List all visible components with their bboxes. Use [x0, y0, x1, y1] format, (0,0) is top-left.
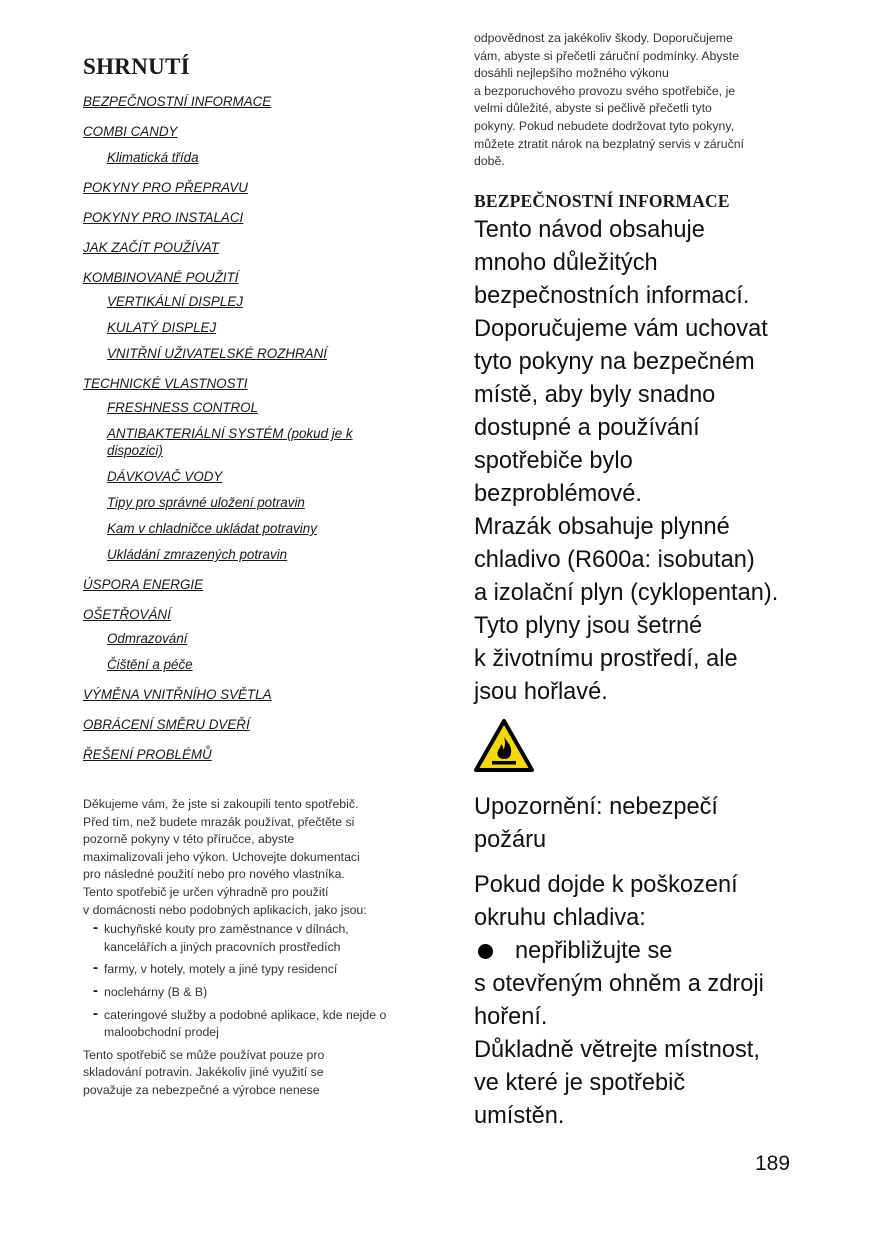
after-bullet-line: umístěn. [474, 1102, 565, 1129]
list-item: - farmy, v hotely, motely a jiné typy residencí [83, 961, 403, 979]
toc-link[interactable]: POKYNY PRO INSTALACI [83, 210, 244, 225]
damage-instructions [474, 869, 834, 1133]
after-bullet-line: hoření. [474, 1003, 548, 1030]
toc-link[interactable]: ŘEŠENÍ PROBLÉMŮ [83, 747, 212, 762]
warning-line: požáru [474, 826, 547, 853]
fire-warning [474, 791, 834, 857]
toc-link[interactable]: ANTIBAKTERIÁLNÍ SYSTÉM (pokud je k dispozici) [107, 426, 353, 458]
toc-link[interactable]: VERTIKÁLNÍ DISPLEJ [107, 294, 243, 309]
intro-line: Děkujeme vám, že jste si zakoupili tento spotřebič. [83, 797, 359, 811]
continuation-line: můžete ztratit nárok na bezplatný servis v záruční [474, 136, 744, 151]
after-bullet-line: Důkladně větrejte místnost, [474, 1036, 760, 1063]
uses-list [83, 921, 403, 1042]
left-column [83, 40, 403, 1100]
safety-text [474, 214, 834, 709]
toc-link[interactable]: BEZPEČNOSTNÍ INFORMACE [83, 94, 272, 109]
bullet-icon [478, 944, 493, 959]
safety-line: jsou hořlavé. [474, 678, 608, 705]
toc-link[interactable]: OŠETŘOVÁNÍ [83, 607, 171, 622]
continuation-line: a bezporuchového provozu svého spotřebiče, je [474, 83, 736, 98]
continuation-text [474, 30, 834, 171]
continuation-line: odpovědnost za jakékoliv škody. Doporučujeme [474, 31, 733, 45]
safety-line: místě, aby byly snadno [474, 381, 716, 408]
toc-link[interactable]: Ukládání zmrazených potravin [107, 547, 288, 562]
bullet-item [474, 935, 834, 968]
intro-line: pro následné použití nebo pro nového vlastníka. [83, 867, 345, 882]
toc-link[interactable]: KULATÝ DISPLEJ [107, 320, 217, 335]
toc-link[interactable]: DÁVKOVAČ VODY [107, 469, 223, 484]
toc-link[interactable]: KOMBINOVANÉ POUŽITÍ [83, 270, 239, 285]
damage-line: okruhu chladiva: [474, 904, 646, 931]
continuation-line: době. [474, 154, 505, 169]
intro-line: Před tím, než budete mrazák používat, přečtěte si [83, 814, 355, 829]
toc-title: SHRNUTÍ [83, 54, 190, 79]
closing-line: považuje za nebezpečné a výrobce nenese [83, 1082, 320, 1097]
toc-link[interactable]: Kam v chladničce ukládat potraviny [107, 521, 317, 536]
safety-line: tyto pokyny na bezpečném [474, 348, 755, 375]
continuation-line: vám, abyste si přečetli záruční podmínky. Abyste [474, 48, 739, 63]
after-bullet-line: s otevřeným ohněm a zdroji [474, 970, 764, 997]
continuation-line: velmi důležité, abyste si pečlivě přečetli tyto [474, 101, 712, 116]
continuation-line: dosáhli nejlepšího možného výkonu [474, 66, 669, 81]
toc-link[interactable]: FRESHNESS CONTROL [107, 400, 259, 415]
damage-line: Pokud dojde k poškození [474, 871, 738, 898]
intro-text [83, 796, 403, 1100]
safety-line: Tento návod obsahuje [474, 216, 705, 243]
bullet-text: nepřibližujte se [515, 937, 673, 964]
toc-link[interactable]: Tipy pro správné uložení potravin [107, 495, 305, 510]
flammable-warning-icon [474, 719, 534, 773]
safety-heading: BEZPEČNOSTNÍ INFORMACE [474, 190, 730, 211]
table-of-contents [83, 93, 403, 763]
intro-line: Tento spotřebič je určen výhradně pro použití [83, 884, 329, 899]
safety-line: Doporučujeme vám uchovat [474, 315, 768, 342]
safety-line: bezpečnostních informací. [474, 282, 750, 309]
safety-line: spotřebiče bylo [474, 447, 633, 474]
toc-link[interactable]: VNITŘNÍ UŽIVATELSKÉ ROZHRANÍ [107, 346, 327, 361]
warning-line: Upozornění: nebezpečí [474, 793, 718, 820]
intro-line: pozorně pokyny v této příručce, abyste [83, 832, 295, 847]
intro-line: v domácnosti nebo podobných aplikacích, jako jsou: [83, 902, 367, 917]
toc-link[interactable]: COMBI CANDY [83, 124, 178, 139]
toc-link[interactable]: JAK ZAČÍT POUŽÍVAT [83, 240, 219, 255]
safety-line: k životnímu prostředí, ale [474, 645, 738, 672]
after-bullet-line: ve které je spotřebič [474, 1069, 686, 1096]
right-column [474, 30, 834, 1133]
safety-line: chladivo (R600a: isobutan) [474, 546, 755, 573]
safety-line: bezproblémové. [474, 480, 642, 507]
toc-link[interactable]: TECHNICKÉ VLASTNOSTI [83, 376, 248, 391]
safety-line: dostupné a používání [474, 414, 700, 441]
toc-link[interactable]: Klimatická třída [107, 150, 199, 165]
safety-line: mnoho důležitých [474, 249, 658, 276]
safety-line: a izolační plyn (cyklopentan). [474, 579, 779, 606]
list-item: - kuchyňské kouty pro zaměstnance v dílnách, kancelářích a jiných pracovních prostředích [83, 921, 403, 956]
list-item: - cateringové služby a podobné aplikace, kde nejde o maloobchodní prodej [83, 1007, 403, 1042]
intro-line: maximalizovali jeho výkon. Uchovejte dokumentaci [83, 849, 360, 864]
safety-line: Mrazák obsahuje plynné [474, 513, 730, 540]
toc-link[interactable]: ÚSPORA ENERGIE [83, 577, 204, 592]
toc-link[interactable]: OBRÁCENÍ SMĚRU DVEŘÍ [83, 717, 250, 732]
closing-line: Tento spotřebič se může používat pouze pro [83, 1047, 325, 1062]
safety-line: Tyto plyny jsou šetrné [474, 612, 703, 639]
toc-link[interactable]: VÝMĚNA VNITŘNÍHO SVĚTLA [83, 687, 272, 702]
toc-link[interactable]: Odmrazování [107, 631, 188, 646]
closing-line: skladování potravin. Jakékoliv jiné využití se [83, 1065, 324, 1080]
list-item: - noclehárny (B & B) [83, 984, 403, 1002]
page-number: 189 [755, 1152, 791, 1175]
continuation-line: pokyny. Pokud nebudete dodržovat tyto pokyny, [474, 118, 734, 133]
toc-link[interactable]: Čištění a péče [107, 657, 193, 672]
toc-link[interactable]: POKYNY PRO PŘEPRAVU [83, 180, 248, 195]
